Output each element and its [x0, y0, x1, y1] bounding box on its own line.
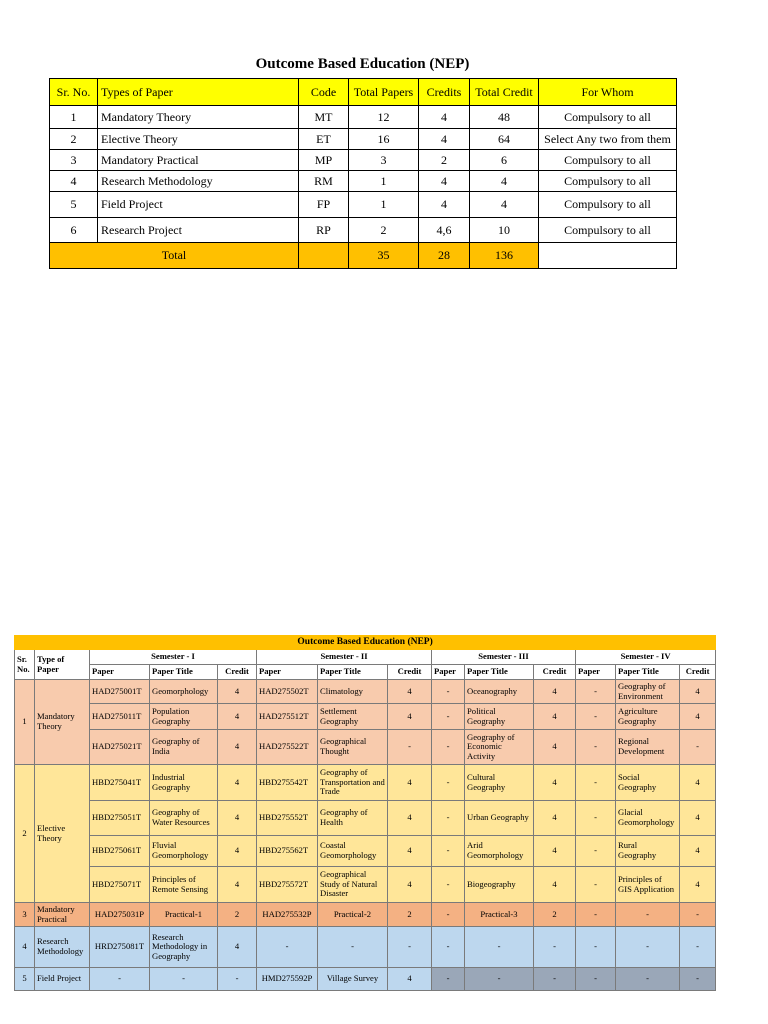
semester-4-credit: - [680, 968, 716, 991]
cell-type: Elective Theory [98, 129, 299, 150]
semester-3-paper-code: - [432, 836, 465, 867]
group-sr-no: 5 [15, 968, 35, 991]
semester-1-credit: 4 [218, 765, 257, 801]
semester-2-paper-code: HBD275562T [257, 836, 318, 867]
cell-credits: 2 [419, 150, 470, 171]
semester-2-credit: 2 [388, 903, 432, 927]
semester-table-row [15, 704, 716, 730]
semester-4-paper-title: Rural Geography [616, 836, 680, 867]
semester-1-paper-code: HAD275021T [90, 730, 150, 765]
cell-total-credit: 10 [470, 218, 539, 243]
semester-3-credit: 2 [534, 903, 576, 927]
semester-1-paper-code: HAD275031P [90, 903, 150, 927]
semester-3-credit: - [534, 968, 576, 991]
cell-for-whom: Compulsory to all [539, 171, 677, 192]
semester-3-paper-code: - [432, 765, 465, 801]
cell-total-credit: 4 [470, 171, 539, 192]
semester-table-row [15, 765, 716, 801]
semester-4-paper-code: - [576, 801, 616, 836]
subheader-credit: Credit [388, 665, 432, 680]
semester-1-credit: 4 [218, 801, 257, 836]
semester-4-paper-title: Geography of Environment [616, 680, 680, 704]
cell-credits: 4 [419, 129, 470, 150]
subheader-paper-title: Paper Title [150, 665, 218, 680]
semester-1-credit: 4 [218, 704, 257, 730]
cell-credits: 4 [419, 171, 470, 192]
summary-table [49, 78, 677, 269]
cell-sr: 3 [50, 150, 98, 171]
semester-1-paper-code: HRD275081T [90, 927, 150, 968]
semester-2-paper-code: HMD275592P [257, 968, 318, 991]
semester-table-row [15, 903, 716, 927]
semester-1-credit: - [218, 968, 257, 991]
header-for-whom: For Whom [539, 79, 677, 106]
semester-2-credit: - [388, 927, 432, 968]
cell-total-credit: 48 [470, 106, 539, 129]
header-sr-no: Sr. No. [15, 650, 35, 680]
semester-2-paper-code: - [257, 927, 318, 968]
group-sr-no: 2 [15, 765, 35, 903]
semester-1-paper-title: Population Geography [150, 704, 218, 730]
semester-2-paper-title: Geography of Health [318, 801, 388, 836]
semester-header-row [15, 650, 716, 665]
semester-2-credit: 4 [388, 867, 432, 903]
semester-4-paper-code: - [576, 903, 616, 927]
semester-1-paper-code: HBD275041T [90, 765, 150, 801]
semester-2-paper-code: HAD275522T [257, 730, 318, 765]
semester-2-paper-code: HAD275532P [257, 903, 318, 927]
semester-3-paper-code: - [432, 867, 465, 903]
total-credits: 28 [419, 243, 470, 269]
cell-credits: 4,6 [419, 218, 470, 243]
semester-3-paper-title: Geography of Economic Activity [465, 730, 534, 765]
cell-for-whom: Compulsory to all [539, 106, 677, 129]
header-semester-4: Semester - IV [576, 650, 716, 665]
summary-row [50, 129, 677, 150]
semester-3-paper-code: - [432, 704, 465, 730]
semester-1-credit: 4 [218, 730, 257, 765]
summary-header-row [50, 79, 677, 106]
cell-code: RM [299, 171, 349, 192]
semester-1-paper-code: - [90, 968, 150, 991]
semester-4-credit: 4 [680, 680, 716, 704]
semester-table-row [15, 730, 716, 765]
semester-1-credit: 4 [218, 927, 257, 968]
semester-table-row [15, 867, 716, 903]
cell-credits: 4 [419, 106, 470, 129]
semester-3-paper-code: - [432, 903, 465, 927]
cell-type: Mandatory Practical [98, 150, 299, 171]
semester-3-paper-code: - [432, 801, 465, 836]
semester-3-paper-title: Biogeography [465, 867, 534, 903]
semester-3-credit: 4 [534, 680, 576, 704]
semester-4-credit: 4 [680, 836, 716, 867]
semester-4-credit: - [680, 903, 716, 927]
subheader-credit: Credit [534, 665, 576, 680]
semester-3-paper-title: Urban Geography [465, 801, 534, 836]
cell-type: Mandatory Theory [98, 106, 299, 129]
subheader-credit: Credit [680, 665, 716, 680]
semester-table [14, 635, 716, 991]
semester-1-credit: 2 [218, 903, 257, 927]
semester-4-paper-title: Agriculture Geography [616, 704, 680, 730]
cell-total-papers: 16 [349, 129, 419, 150]
semester-3-paper-title: - [465, 927, 534, 968]
semester-1-paper-title: Practical-1 [150, 903, 218, 927]
header-sr-no: Sr. No. [50, 79, 98, 106]
semester-3-paper-code: - [432, 968, 465, 991]
semester-4-paper-code: - [576, 704, 616, 730]
semester-3-credit: 4 [534, 704, 576, 730]
semester-1-paper-code: HAD275011T [90, 704, 150, 730]
semester-2-paper-title: Coastal Geomorphology [318, 836, 388, 867]
semester-3-credit: 4 [534, 867, 576, 903]
semester-table-row [15, 968, 716, 991]
header-semester-3: Semester - III [432, 650, 576, 665]
semester-1-paper-title: Fluvial Geomorphology [150, 836, 218, 867]
semester-title-row [15, 636, 716, 650]
cell-code: RP [299, 218, 349, 243]
summary-total-row [50, 243, 677, 269]
semester-2-paper-title: - [318, 927, 388, 968]
semester-4-paper-title: Principles of GIS Application [616, 867, 680, 903]
semester-1-credit: 4 [218, 836, 257, 867]
semester-table-title: Outcome Based Education (NEP) [15, 636, 716, 650]
semester-4-paper-title: - [616, 968, 680, 991]
semester-4-credit: - [680, 730, 716, 765]
semester-3-credit: 4 [534, 836, 576, 867]
group-sr-no: 1 [15, 680, 35, 765]
semester-3-paper-code: - [432, 927, 465, 968]
semester-2-credit: 4 [388, 704, 432, 730]
semester-4-credit: 4 [680, 801, 716, 836]
cell-total-credit: 64 [470, 129, 539, 150]
semester-3-paper-code: - [432, 730, 465, 765]
group-sr-no: 3 [15, 903, 35, 927]
semester-4-paper-title: Social Geography [616, 765, 680, 801]
header-semester-2: Semester - II [257, 650, 432, 665]
summary-row [50, 150, 677, 171]
subheader-paper-title: Paper Title [616, 665, 680, 680]
semester-1-paper-code: HAD275001T [90, 680, 150, 704]
cell-sr: 2 [50, 129, 98, 150]
cell-type: Field Project [98, 192, 299, 218]
semester-4-credit: 4 [680, 765, 716, 801]
semester-2-credit: 4 [388, 765, 432, 801]
semester-table-row [15, 680, 716, 704]
semester-4-paper-code: - [576, 836, 616, 867]
semester-1-paper-title: Industrial Geography [150, 765, 218, 801]
summary-row [50, 218, 677, 243]
summary-row [50, 192, 677, 218]
group-type-of-paper: Research Methodology [35, 927, 90, 968]
cell-sr: 4 [50, 171, 98, 192]
semester-3-paper-title: Practical-3 [465, 903, 534, 927]
group-type-of-paper: Elective Theory [35, 765, 90, 903]
subheader-paper: Paper [432, 665, 465, 680]
semester-4-credit: 4 [680, 704, 716, 730]
cell-total-credit: 6 [470, 150, 539, 171]
semester-3-paper-title: Oceanography [465, 680, 534, 704]
summary-row [50, 106, 677, 129]
semester-2-paper-title: Geographical Study of Natural Disaster [318, 867, 388, 903]
subheader-paper: Paper [257, 665, 318, 680]
semester-2-paper-code: HBD275572T [257, 867, 318, 903]
cell-type: Research Methodology [98, 171, 299, 192]
semester-4-paper-title: Regional Development [616, 730, 680, 765]
semester-1-credit: 4 [218, 680, 257, 704]
semester-4-paper-code: - [576, 765, 616, 801]
semester-4-paper-title: - [616, 903, 680, 927]
semester-2-credit: 4 [388, 801, 432, 836]
subheader-paper-title: Paper Title [465, 665, 534, 680]
cell-total-papers: 1 [349, 171, 419, 192]
total-for-whom [539, 243, 677, 269]
semester-1-paper-title: - [150, 968, 218, 991]
semester-2-paper-title: Settlement Geography [318, 704, 388, 730]
semester-2-credit: 4 [388, 968, 432, 991]
summary-title: Outcome Based Education (NEP) [255, 56, 470, 72]
semester-4-paper-title: Glacial Geomorphology [616, 801, 680, 836]
semester-2-paper-title: Geography of Transportation and Trade [318, 765, 388, 801]
semester-2-paper-title: Village Survey [318, 968, 388, 991]
semester-3-credit: 4 [534, 765, 576, 801]
semester-4-paper-code: - [576, 968, 616, 991]
total-code [299, 243, 349, 269]
cell-code: FP [299, 192, 349, 218]
cell-total-papers: 2 [349, 218, 419, 243]
semester-3-credit: - [534, 927, 576, 968]
cell-for-whom: Compulsory to all [539, 192, 677, 218]
semester-4-credit: 4 [680, 867, 716, 903]
group-sr-no: 4 [15, 927, 35, 968]
cell-type: Research Project [98, 218, 299, 243]
header-code: Code [299, 79, 349, 106]
summary-row [50, 171, 677, 192]
semester-4-paper-code: - [576, 927, 616, 968]
semester-3-credit: 4 [534, 801, 576, 836]
semester-3-paper-code: - [432, 680, 465, 704]
semester-4-paper-code: - [576, 680, 616, 704]
semester-1-paper-title: Geography of India [150, 730, 218, 765]
semester-2-paper-code: HAD275502T [257, 680, 318, 704]
semester-4-paper-code: - [576, 867, 616, 903]
semester-3-paper-title: - [465, 968, 534, 991]
semester-2-paper-title: Climatology [318, 680, 388, 704]
semester-1-paper-code: HBD275061T [90, 836, 150, 867]
header-credits: Credits [419, 79, 470, 106]
header-type-of-paper: Type of Paper [35, 650, 90, 680]
semester-2-paper-code: HBD275542T [257, 765, 318, 801]
cell-sr: 5 [50, 192, 98, 218]
cell-total-papers: 3 [349, 150, 419, 171]
cell-credits: 4 [419, 192, 470, 218]
total-papers: 35 [349, 243, 419, 269]
semester-table-row [15, 801, 716, 836]
cell-code: MP [299, 150, 349, 171]
semester-2-credit: 4 [388, 836, 432, 867]
cell-total-papers: 12 [349, 106, 419, 129]
subheader-paper: Paper [90, 665, 150, 680]
group-type-of-paper: Mandatory Theory [35, 680, 90, 765]
group-type-of-paper: Mandatory Practical [35, 903, 90, 927]
semester-1-paper-title: Geography of Water Resources [150, 801, 218, 836]
semester-1-paper-title: Geomorphology [150, 680, 218, 704]
semester-2-paper-code: HAD275512T [257, 704, 318, 730]
subheader-credit: Credit [218, 665, 257, 680]
cell-code: MT [299, 106, 349, 129]
semester-2-credit: 4 [388, 680, 432, 704]
semester-2-paper-title: Practical-2 [318, 903, 388, 927]
cell-for-whom: Compulsory to all [539, 218, 677, 243]
cell-total-credit: 4 [470, 192, 539, 218]
semester-1-paper-title: Principles of Remote Sensing [150, 867, 218, 903]
cell-for-whom: Select Any two from them [539, 129, 677, 150]
semester-4-paper-title: - [616, 927, 680, 968]
header-semester-1: Semester - I [90, 650, 257, 665]
subheader-paper-title: Paper Title [318, 665, 388, 680]
semester-2-paper-title: Geographical Thought [318, 730, 388, 765]
subheader-paper: Paper [576, 665, 616, 680]
semester-4-paper-code: - [576, 730, 616, 765]
semester-table-row [15, 927, 716, 968]
semester-2-credit: - [388, 730, 432, 765]
semester-4-credit: - [680, 927, 716, 968]
total-credit-sum: 136 [470, 243, 539, 269]
header-types-of-paper: Types of Paper [98, 79, 299, 106]
cell-sr: 1 [50, 106, 98, 129]
group-type-of-paper: Field Project [35, 968, 90, 991]
cell-for-whom: Compulsory to all [539, 150, 677, 171]
semester-3-paper-title: Political Geography [465, 704, 534, 730]
header-total-papers: Total Papers [349, 79, 419, 106]
semester-table-row [15, 836, 716, 867]
semester-3-paper-title: Cultural Geography [465, 765, 534, 801]
semester-2-paper-code: HBD275552T [257, 801, 318, 836]
semester-subheader-row [15, 665, 716, 680]
cell-code: ET [299, 129, 349, 150]
header-total-credit: Total Credit [470, 79, 539, 106]
semester-3-paper-title: Arid Geomorphology [465, 836, 534, 867]
total-label: Total [50, 243, 299, 269]
semester-1-paper-code: HBD275071T [90, 867, 150, 903]
semester-1-credit: 4 [218, 867, 257, 903]
semester-1-paper-title: Research Methodology in Geography [150, 927, 218, 968]
semester-3-credit: 4 [534, 730, 576, 765]
semester-1-paper-code: HBD275051T [90, 801, 150, 836]
cell-sr: 6 [50, 218, 98, 243]
cell-total-papers: 1 [349, 192, 419, 218]
